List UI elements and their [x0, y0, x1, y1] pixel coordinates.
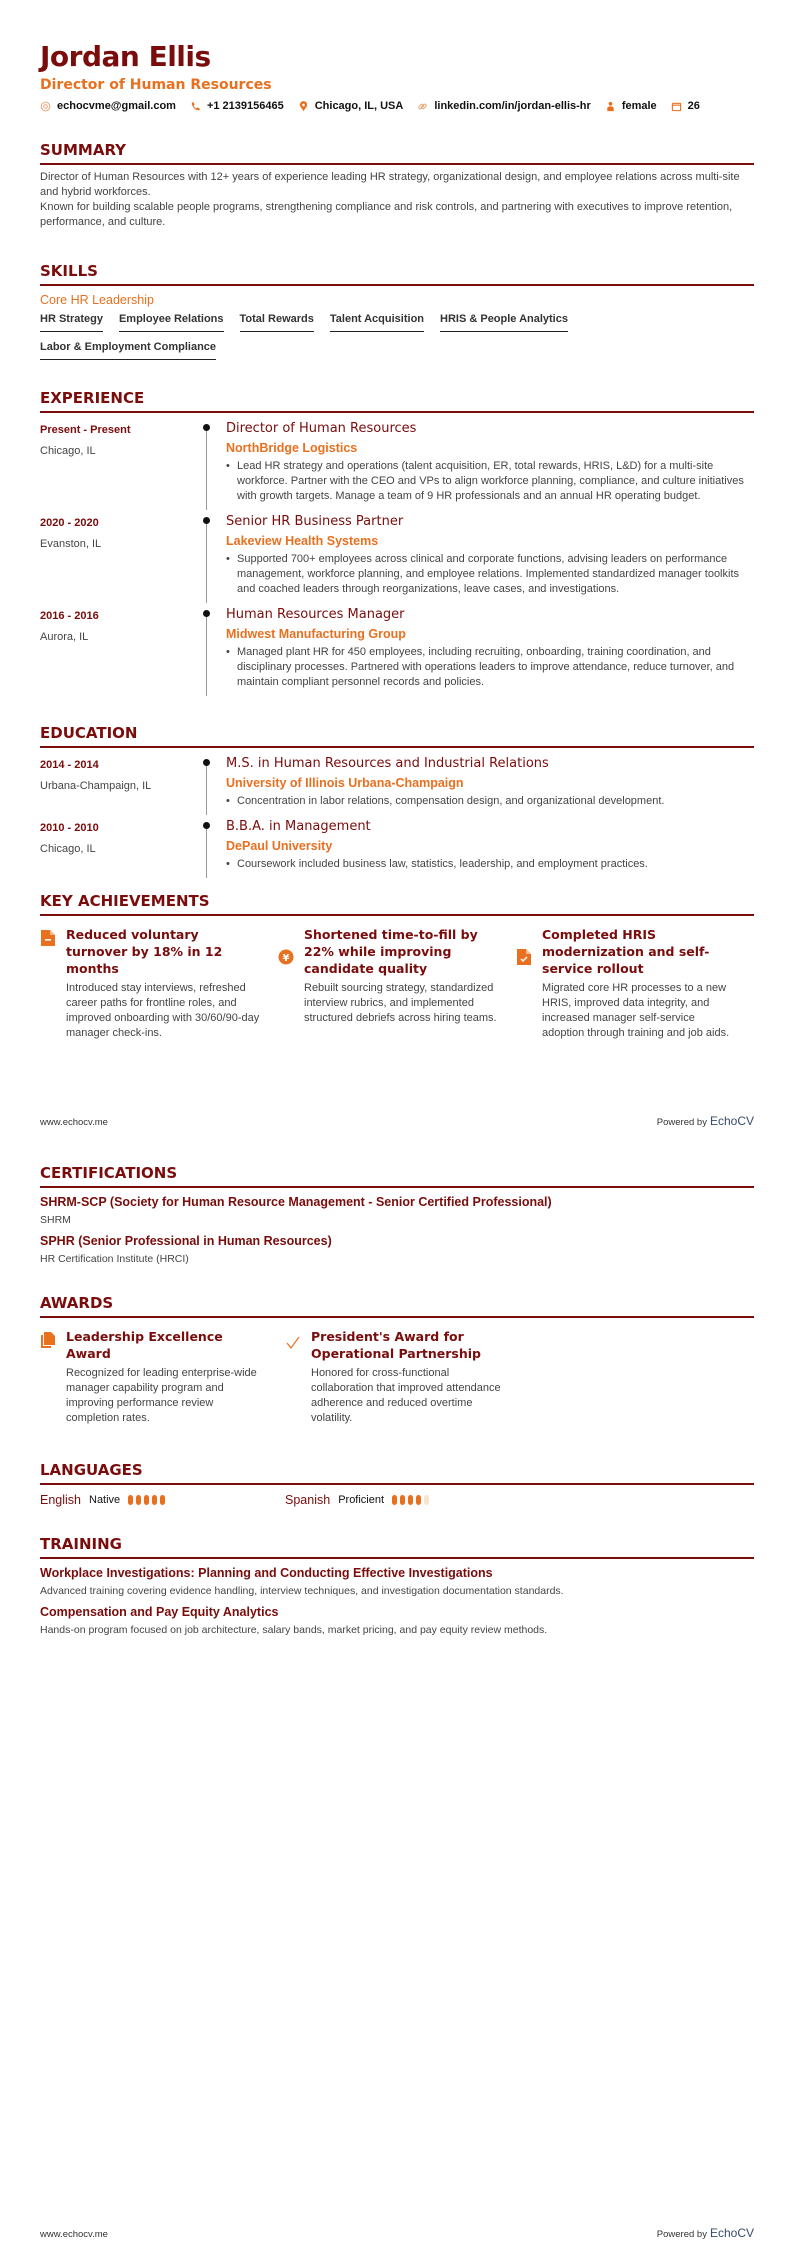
education-heading: EDUCATION — [40, 724, 754, 748]
certification-issuer: HR Certification Institute (HRCI) — [40, 1253, 189, 1265]
rating-dot-filled — [128, 1495, 133, 1505]
timeline-line — [206, 762, 207, 815]
phone-icon — [190, 101, 201, 112]
powered-by-label: Powered by — [656, 2229, 707, 2240]
education-entry — [40, 756, 754, 815]
entry-role: Senior HR Business Partner — [226, 514, 404, 529]
age-text: 26 — [687, 100, 700, 112]
footer-powered — [657, 1114, 754, 1128]
entry-dates: 2010 - 2010 — [40, 822, 99, 834]
certification-name: SHRM-SCP (Society for Human Resource Management - Senior Certified Professional) — [40, 1195, 552, 1209]
timeline-dot — [203, 517, 210, 524]
rating-dot-filled — [392, 1495, 397, 1505]
achievement-description: Introduced stay interviews, refreshed career paths for frontline roles, and improved onboarding with 30/60/90-day manager check-ins. — [66, 982, 260, 1039]
entry-dates: Present - Present — [40, 424, 131, 436]
language-item — [285, 1493, 530, 1507]
education-section — [40, 724, 754, 878]
entry-school: DePaul University — [226, 839, 333, 853]
timeline-line — [206, 613, 207, 696]
contact-bar — [40, 100, 754, 112]
location-pin-icon — [298, 101, 309, 112]
experience-entry — [40, 514, 754, 603]
achievement-card — [278, 926, 516, 1041]
skills-section — [40, 262, 754, 368]
entry-location: Urbana-Champaign, IL — [40, 780, 152, 792]
at-icon — [40, 101, 51, 112]
award-title: President's Award for Operational Partnership — [311, 1329, 481, 1361]
award-card — [285, 1328, 530, 1426]
award-title: Leadership Excellence Award — [66, 1329, 223, 1361]
training-description: Hands-on program focused on job architecture, salary bands, market pricing, and pay equity review methods. — [40, 1624, 548, 1636]
summary-paragraph: Known for building scalable people programs, strengthening compliance and risk controls, and partnering with executives to improve retention, performance, and culture. — [40, 201, 733, 228]
skill-tag: HR Strategy — [40, 312, 103, 332]
entry-role: Human Resources Manager — [226, 607, 405, 622]
timeline-dot — [203, 424, 210, 431]
rating-dot-filled — [136, 1495, 141, 1505]
page-footer — [40, 1114, 754, 1128]
awards-heading: AWARDS — [40, 1294, 754, 1318]
svg-text:¥: ¥ — [282, 953, 290, 964]
rating-dot-filled — [400, 1495, 405, 1505]
entry-bullet: • Lead HR strategy and operations (talent acquisition, ER, total rewards, HRIS, L&D) for a multi-site workforce. Partner with the CEO and VPs to align workforce planning, compliance, and culture initiatives with growth targets. Manage a team of 9 HR professionals and an annual HR operating budget. — [226, 459, 754, 504]
timeline-line — [206, 825, 207, 878]
contact-age — [671, 100, 700, 112]
certifications-section — [40, 1164, 754, 1266]
timeline-dot — [203, 610, 210, 617]
contact-linkedin[interactable] — [417, 100, 590, 112]
checkmark-icon — [285, 1334, 301, 1352]
timeline-line — [206, 520, 207, 603]
achievement-card — [40, 926, 278, 1041]
achievement-description: Rebuilt sourcing strategy, standardized interview rubrics, and implemented structured debriefs across hiring teams. — [304, 982, 497, 1024]
experience-heading: EXPERIENCE — [40, 389, 754, 413]
email-text: echocvme@gmail.com — [57, 100, 176, 112]
education-entry — [40, 819, 754, 878]
candidate-title: Director of Human Resources — [40, 77, 272, 93]
achievements-heading: KEY ACHIEVEMENTS — [40, 892, 754, 916]
link-icon — [417, 101, 428, 112]
timeline-dot — [203, 822, 210, 829]
language-level: Native — [89, 1494, 121, 1506]
training-section — [40, 1535, 754, 1637]
entry-dates: 2016 - 2016 — [40, 610, 99, 622]
languages-section — [40, 1461, 754, 1507]
entry-bullet: • Concentration in labor relations, compensation design, and organizational development. — [226, 794, 754, 809]
entry-location: Aurora, IL — [40, 631, 89, 643]
contact-location — [298, 100, 404, 112]
achievements-section — [40, 892, 754, 1041]
entry-degree: M.S. in Human Resources and Industrial Relations — [226, 756, 549, 771]
language-name: Spanish — [285, 1493, 331, 1507]
document-check-icon — [516, 948, 532, 966]
experience-entry — [40, 607, 754, 696]
candidate-name: Jordan Ellis — [40, 40, 211, 73]
entry-company: NorthBridge Logistics — [226, 441, 358, 455]
language-level: Proficient — [338, 1494, 385, 1506]
skill-tag: Employee Relations — [119, 312, 224, 332]
language-rating — [128, 1495, 168, 1505]
page-footer — [40, 2226, 754, 2240]
skill-list — [40, 312, 754, 368]
skill-tag: Talent Acquisition — [330, 312, 424, 332]
skill-group-title: Core HR Leadership — [40, 293, 154, 307]
location-text: Chicago, IL, USA — [314, 100, 404, 112]
summary-heading: SUMMARY — [40, 141, 754, 165]
entry-company: Midwest Manufacturing Group — [226, 627, 406, 641]
entry-location: Evanston, IL — [40, 538, 102, 550]
rating-dot-filled — [160, 1495, 165, 1505]
achievement-title: Completed HRIS modernization and self-service rollout — [542, 927, 710, 976]
experience-section — [40, 389, 754, 696]
linkedin-text: linkedin.com/in/jordan-ellis-hr — [434, 100, 591, 112]
rating-dot-filled — [416, 1495, 421, 1505]
rating-dot-filled — [408, 1495, 413, 1505]
entry-school: University of Illinois Urbana-Champaign — [226, 776, 464, 790]
languages-heading: LANGUAGES — [40, 1461, 754, 1485]
copy-documents-icon — [40, 1331, 56, 1349]
achievement-description: Migrated core HR processes to a new HRIS, improved data integrity, and increased manager self-service adoption through training and job aids. — [542, 982, 730, 1039]
entry-location: Chicago, IL — [40, 445, 96, 457]
entry-dates: 2014 - 2014 — [40, 759, 99, 771]
currency-icon — [278, 948, 294, 966]
awards-section — [40, 1294, 754, 1426]
award-description: Honored for cross-functional collaboration that improved attendance adherence and reduced overtime volatility. — [311, 1367, 501, 1424]
timeline-dot — [203, 759, 210, 766]
training-heading: TRAINING — [40, 1535, 754, 1559]
skills-heading: SKILLS — [40, 262, 754, 286]
entry-location: Chicago, IL — [40, 843, 96, 855]
certification-issuer: SHRM — [40, 1214, 71, 1226]
achievement-title: Reduced voluntary turnover by 18% in 12 months — [66, 927, 223, 976]
language-item — [40, 1493, 285, 1507]
summary-paragraph: Director of Human Resources with 12+ years of experience leading HR strategy, organizational design, and employee relations across multi-site and hybrid workforces. — [40, 171, 740, 198]
rating-dot-filled — [144, 1495, 149, 1505]
entry-bullet: • Managed plant HR for 450 employees, including recruiting, onboarding, training coordination, and disciplinary processes. Partnered with operations leaders to improve attendance, reduce turnover, and maintain compliant personnel records and policies. — [226, 645, 754, 690]
skill-tag: HRIS & People Analytics — [440, 312, 568, 332]
brand-name: EchoCV — [709, 2226, 754, 2240]
training-title: Compensation and Pay Equity Analytics — [40, 1605, 279, 1619]
gender-text: female — [621, 100, 657, 112]
award-description: Recognized for leading enterprise-wide manager capability program and improving performance review completion rates. — [66, 1367, 257, 1424]
skill-tag: Labor & Employment Compliance — [40, 340, 216, 360]
entry-dates: 2020 - 2020 — [40, 517, 99, 529]
contact-email[interactable] — [40, 100, 176, 112]
person-icon — [605, 101, 616, 112]
phone-text: +1 2139156465 — [206, 100, 284, 112]
timeline-line — [206, 427, 207, 510]
training-description: Advanced training covering evidence handling, interview techniques, and investigation documentation standards. — [40, 1585, 564, 1597]
certifications-heading: CERTIFICATIONS — [40, 1164, 754, 1188]
language-name: English — [40, 1493, 81, 1507]
entry-bullet: • Coursework included business law, statistics, leadership, and employment practices. — [226, 857, 754, 872]
experience-entry — [40, 421, 754, 510]
entry-role: Director of Human Resources — [226, 421, 417, 436]
rating-dot-filled — [152, 1495, 157, 1505]
certification-name: SPHR (Senior Professional in Human Resources) — [40, 1234, 332, 1248]
resume-header — [40, 40, 754, 112]
summary-section — [40, 141, 754, 230]
entry-degree: B.B.A. in Management — [226, 819, 371, 834]
calendar-icon — [671, 101, 682, 112]
achievement-title: Shortened time-to-fill by 22% while improving candidate quality — [304, 927, 478, 976]
achievement-card — [516, 926, 754, 1041]
training-title: Workplace Investigations: Planning and Conducting Effective Investigations — [40, 1566, 493, 1580]
rating-dot-empty — [424, 1495, 429, 1505]
footer-url[interactable]: www.echocv.me — [40, 1117, 108, 1128]
language-rating — [392, 1495, 432, 1505]
skill-tag: Total Rewards — [240, 312, 314, 332]
contact-phone[interactable] — [190, 100, 284, 112]
entry-bullet: • Supported 700+ employees across clinical and corporate functions, advising leaders on performance management, workforce planning, and employee relations. Implemented standardized manager toolkits and coached leaders through reorganizations, leave cases, and investigations. — [226, 552, 754, 597]
entry-company: Lakeview Health Systems — [226, 534, 379, 548]
award-card — [40, 1328, 285, 1426]
footer-url[interactable]: www.echocv.me — [40, 2229, 108, 2240]
footer-powered — [657, 2226, 754, 2240]
brand-name: EchoCV — [709, 1114, 754, 1128]
contact-gender — [605, 100, 657, 112]
document-icon — [40, 929, 56, 947]
powered-by-label: Powered by — [656, 1117, 707, 1128]
